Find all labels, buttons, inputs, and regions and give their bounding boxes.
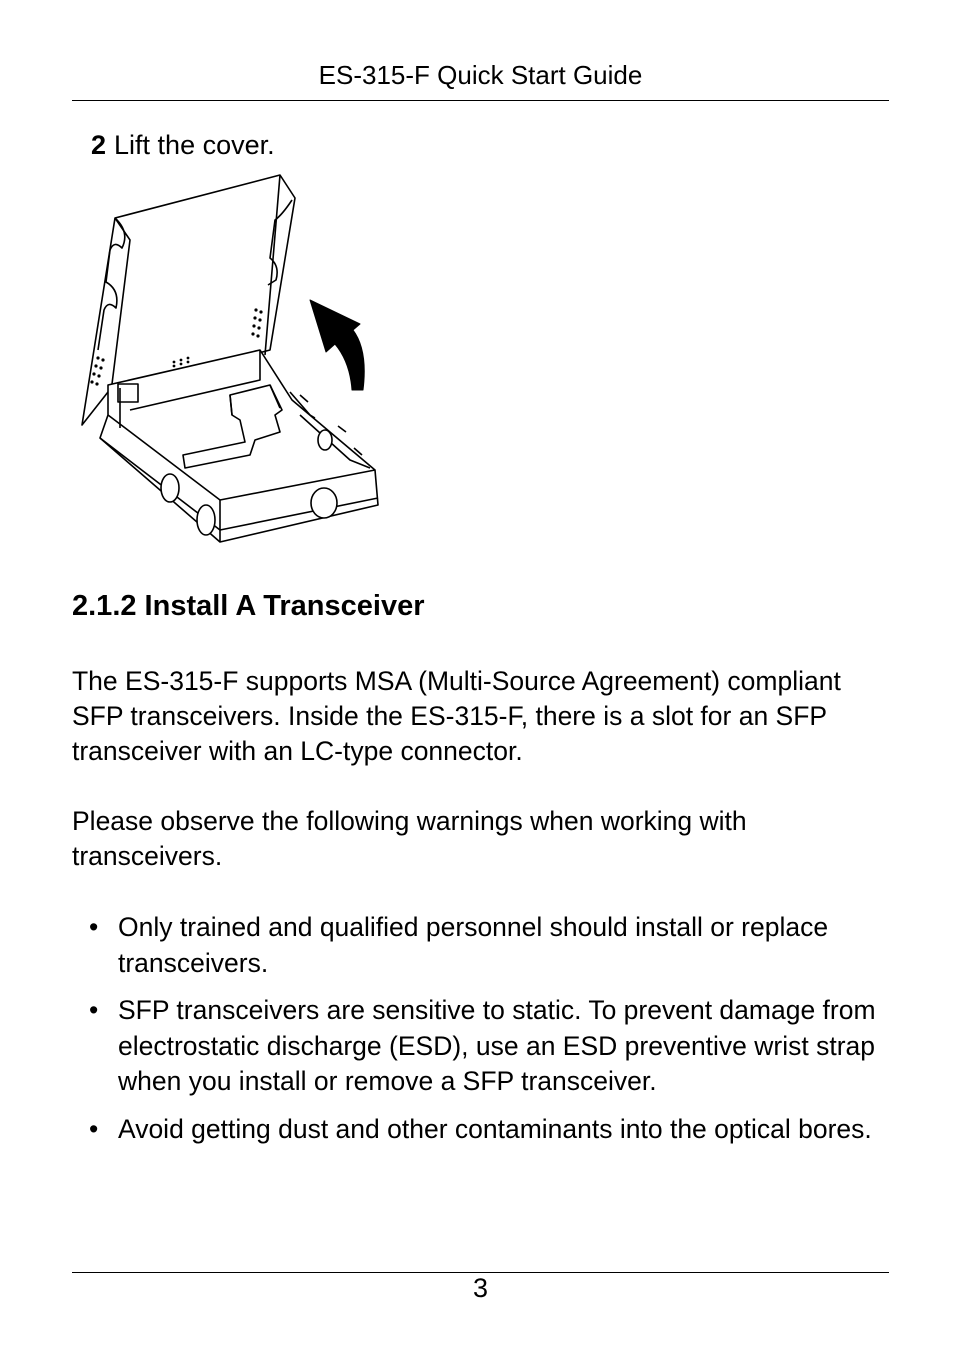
page-number: 3 (472, 1273, 489, 1303)
header-divider (72, 100, 889, 101)
section-heading: 2.1.2 Install A Transceiver (72, 590, 425, 622)
list-item (72, 910, 892, 981)
list-item-text: SFP transceivers are sensitive to static. To prevent damage from electrostatic discharge (ESD), use an ESD preventive wrist strap when you install or remove a SFP transceiver. (118, 995, 876, 1096)
step-instruction (91, 130, 275, 161)
bullet-icon: • (89, 995, 99, 1025)
paragraph-intro: The ES-315-F supports MSA (Multi-Source Agreement) compliant SFP transceivers. Inside the ES-315-F, there is a slot for an SFP transceiver with an LC-type connector. (72, 666, 841, 766)
warning-list (72, 910, 892, 1159)
list-item (72, 1112, 892, 1148)
page-header-title: ES-315-F Quick Start Guide (318, 60, 643, 90)
paragraph-warning-intro: Please observe the following warnings when working with transceivers. (72, 806, 747, 871)
bullet-icon: • (89, 1113, 99, 1144)
list-item (72, 993, 892, 1100)
lift-arrow-icon (310, 300, 364, 390)
list-item-text: Avoid getting dust and other contaminants into the optical bores. (118, 1113, 872, 1144)
list-item-text: Only trained and qualified personnel should install or replace transceivers. (118, 912, 829, 978)
device-cover-lift-illustration (70, 170, 390, 560)
step-number: 2 (91, 130, 107, 160)
step-text: Lift the cover. (114, 130, 275, 160)
chassis-base (100, 350, 378, 542)
bullet-icon: • (89, 912, 99, 942)
